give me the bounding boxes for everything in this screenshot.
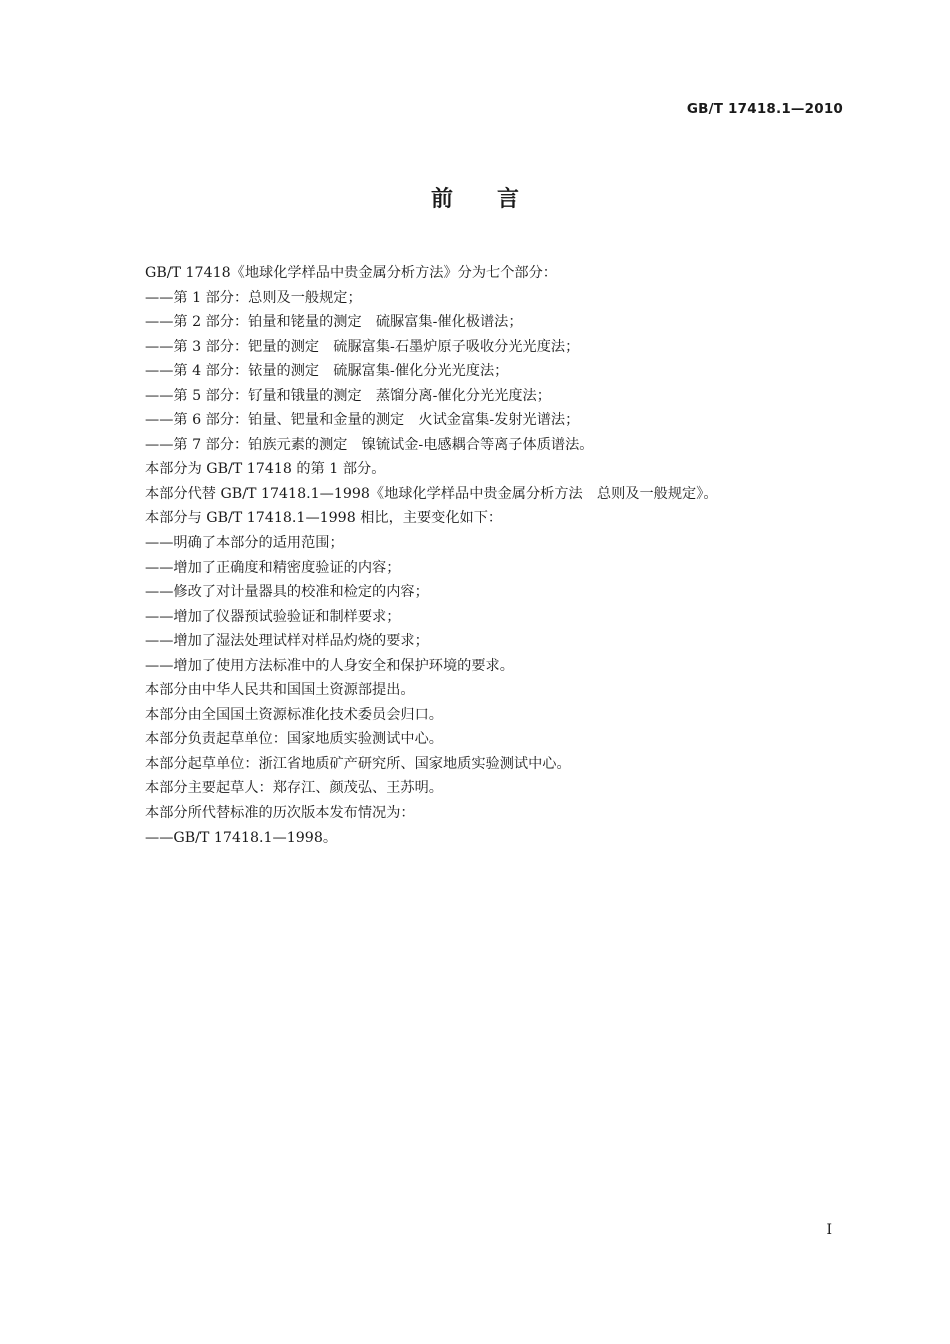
paragraph: GB/T 17418《地球化学样品中贵金属分析方法》分为七个部分： <box>145 265 557 281</box>
change-list-item: ——增加了正确度和精密度验证的内容； <box>145 559 401 576</box>
part-list-item: ——第 3 部分：钯量的测定 硫脲富集-石墨炉原子吸收分光光度法； <box>145 338 580 355</box>
part-list-item: ——第 7 部分：铂族元素的测定 镍锍试金-电感耦合等离子体质谱法。 <box>145 436 594 453</box>
paragraph: 本部分起草单位：浙江省地质矿产研究所、国家地质实验测试中心。 <box>145 755 571 772</box>
history-list-item: ——GB/T 17418.1—1998。 <box>145 829 338 846</box>
change-list-item: ——增加了仪器预试验验证和制样要求； <box>145 608 401 625</box>
page-title: 前言 <box>430 187 563 212</box>
part-list-item: ——第 2 部分：铂量和铑量的测定 硫脲富集-催化极谱法； <box>145 314 523 331</box>
foreword-body <box>145 261 845 850</box>
standard-number: GB/T 17418.1—2010 <box>686 101 843 117</box>
paragraph: 本部分由全国国土资源标准化技术委员会归口。 <box>145 706 443 723</box>
change-list-item: ——增加了湿法处理试样对样品灼烧的要求； <box>145 633 429 650</box>
change-list-item: ——明确了本部分的适用范围； <box>145 535 344 552</box>
paragraph: 本部分由中华人民共和国国土资源部提出。 <box>145 682 415 699</box>
paragraph: 本部分为 GB/T 17418 的第 1 部分。 <box>145 461 386 478</box>
paragraph: 本部分负责起草单位：国家地质实验测试中心。 <box>145 731 443 748</box>
paragraph: 本部分所代替标准的历次版本发布情况为： <box>145 805 415 822</box>
part-list-item: ——第 4 部分：铱量的测定 硫脲富集-催化分光光度法； <box>145 363 509 380</box>
paragraph: 本部分主要起草人：郑存江、颜茂弘、王苏明。 <box>145 780 443 797</box>
page-number: I <box>826 1222 832 1238</box>
change-list-item: ——增加了使用方法标准中的人身安全和保护环境的要求。 <box>145 657 514 674</box>
change-list-item: ——修改了对计量器具的校准和检定的内容； <box>145 584 429 601</box>
paragraph: 本部分与 GB/T 17418.1—1998 相比，主要变化如下： <box>145 510 503 527</box>
part-list-item: ——第 5 部分：钌量和锇量的测定 蒸馏分离-催化分光光度法； <box>145 387 551 404</box>
paragraph: 本部分代替 GB/T 17418.1—1998《地球化学样品中贵金属分析方法 总则及一般规定》。 <box>145 485 718 502</box>
part-list-item: ——第 6 部分：铂量、钯量和金量的测定 火试金富集-发射光谱法； <box>145 412 580 429</box>
part-list-item: ——第 1 部分：总则及一般规定； <box>145 289 362 306</box>
